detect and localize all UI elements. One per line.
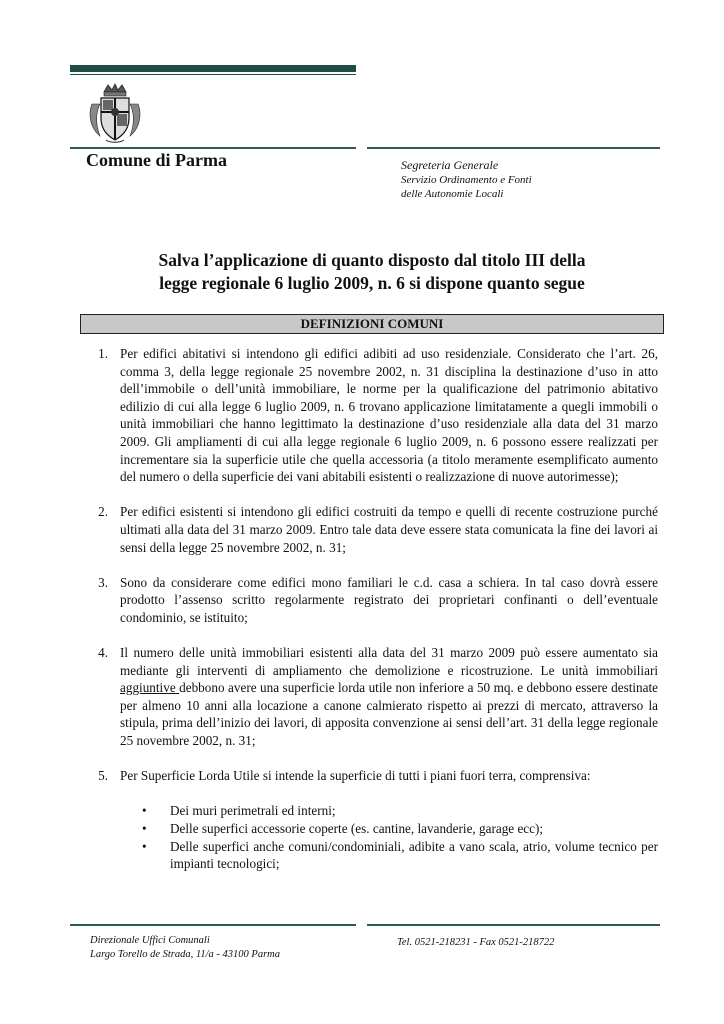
department-sub-1: Servizio Ordinamento e Fonti xyxy=(401,174,532,186)
header-rule-left xyxy=(70,147,356,149)
document-title xyxy=(70,249,674,295)
item-text-part: debbono avere una superficie lorda utile non inferiore a 50 mq. e debbono essere destinate per almeno 10 anni alla locazione a canone calmierato rispetto ai prezzi di mercato, attraverso la stipula, prima dell’inizio dei lavori, di apposita convenzione ai sensi dell’art. 31 della legge regionale 25 novembre 2002, n. 31; xyxy=(120,680,658,749)
bullet-text: Delle superfici accessorie coperte (es. cantine, lavanderie, garage ecc); xyxy=(170,821,544,837)
title-line-1: Salva l’applicazione di quanto disposto dal titolo III della xyxy=(158,250,586,270)
department-name: Segreteria Generale xyxy=(401,158,499,172)
bullet-item xyxy=(142,838,658,873)
parma-coat-of-arms-icon xyxy=(86,82,144,144)
footer-address-line-1: Direzionale Uffici Comunali xyxy=(90,935,210,946)
bullet-icon: • xyxy=(142,821,147,837)
bullet-icon: • xyxy=(142,803,147,819)
bullet-item xyxy=(142,802,658,820)
list-item xyxy=(80,574,658,627)
item-number: 3. xyxy=(98,574,108,590)
bullet-text: Delle superfici anche comuni/condominiali, adibite a vano scala, atrio, volume tecnico per impianti tecnologici; xyxy=(170,838,658,872)
title-line-2: legge regionale 6 luglio 2009, n. 6 si dispone quanto segue xyxy=(159,273,585,293)
underlined-word: aggiuntive xyxy=(120,680,180,696)
definitions-list xyxy=(80,345,658,873)
bullet-list xyxy=(142,802,658,872)
item-text: Sono da considerare come edifici mono familiari le c.d. casa a schiera. In tal caso dovrà essere prodotto l’assenso scritto regolarmente registrato dei proprietari confinanti o dell’eventuale condominio, se istituito; xyxy=(120,574,658,625)
item-number: 2. xyxy=(98,504,108,520)
item-number: 1. xyxy=(98,346,108,361)
item-text: Per edifici abitativi si intendono gli edifici adibiti ad uso residenziale. Considerato che l’art. 26, comma 3, della legge regionale 25 novembre 2002, n. 31 disciplina la destinazione d’uso in atto dell’immobile o dell’unità immobiliare, le norme per la qualificazione del patrimonio abitativo edilizio di cui alla legge 6 luglio 2009, n. 6 trovano applicazione limitatamente a quegli immobili o unità immobiliari che hanno legittimato la destinazione d’uso residenziale alla data del 31 marzo 2009. Gli ampliamenti di cui alla legge regionale 6 luglio 2009, n. 6 possono essere realizzati per incrementare sia la superficie utile che quella accessoria (a titolo meramente esemplificato aumento del numero o della superficie dei vani abitabili esistenti o realizzazione di nuove autorimesse); xyxy=(120,346,658,485)
header-top-bar xyxy=(70,65,356,72)
organization-name: Comune di Parma xyxy=(86,150,227,170)
department-block xyxy=(401,157,532,201)
bullet-text: Dei muri perimetrali ed interni; xyxy=(170,803,336,819)
footer-address-line-2: Largo Torello de Strada, 11/a - 43100 Parma xyxy=(90,949,280,960)
list-item xyxy=(80,503,658,556)
bullet-icon: • xyxy=(142,838,147,854)
bullet-item xyxy=(142,820,658,838)
item-text-part: Il numero delle unità immobiliari esistenti alla data del 31 marzo 2009 può essere aumentato sia mediante gli interventi di ampliamento che demolizione e ricostruzione. Le unità immobiliari xyxy=(120,645,658,678)
header-top-line xyxy=(70,74,356,75)
item-number: 4. xyxy=(98,645,108,661)
list-item xyxy=(80,345,658,486)
header-rule-right xyxy=(367,147,660,149)
item-text xyxy=(120,644,658,750)
list-item xyxy=(80,644,658,750)
footer-rule-right xyxy=(367,924,660,926)
item-text-block xyxy=(120,767,658,873)
footer-contacts: Tel. 0521-218231 - Fax 0521-218722 xyxy=(397,937,555,948)
footer-rule-left xyxy=(70,924,356,926)
list-item xyxy=(80,767,658,873)
department-sub-2: delle Autonomie Locali xyxy=(401,188,504,200)
item-number: 5. xyxy=(98,768,108,784)
item-text: Per edifici esistenti si intendono gli edifici costruiti da tempo e quelli di recente costruzione purché ultimati alla data del 31 marzo 2009. Entro tale data deve essere stata comunicata la fine dei lavori ai sensi della legge 25 novembre 2002, n. 31; xyxy=(120,504,658,555)
item-text: Per Superficie Lorda Utile si intende la superficie di tutti i piani fuori terra, comprensiva: xyxy=(120,768,591,784)
footer-address xyxy=(90,934,280,962)
section-heading: DEFINIZIONI COMUNI xyxy=(80,314,664,334)
